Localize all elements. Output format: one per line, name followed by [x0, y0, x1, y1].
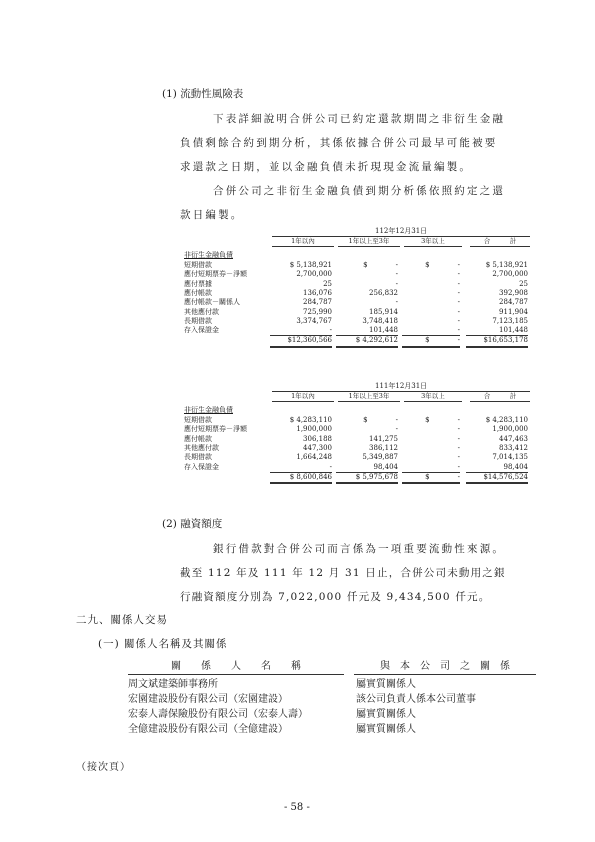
- total-cell: $14,576,524: [466, 473, 528, 484]
- total-cell: $ 5,975,678: [336, 473, 398, 484]
- related-party-name-header: 關 係 人 名 稱: [128, 657, 344, 675]
- col-header: 1年以上至3年: [338, 237, 400, 247]
- table-cell: -: [395, 298, 398, 307]
- table-cell: 136,076: [303, 288, 332, 297]
- col-header: 1年以內: [272, 392, 334, 402]
- col-header: 1年以內: [272, 237, 334, 247]
- table-cell: 7,123,185: [492, 316, 528, 325]
- col-header: 合 計: [470, 237, 530, 247]
- row-label: 應付帳款: [184, 434, 212, 443]
- table-cell: 392,908: [499, 288, 528, 297]
- row-label: 應付帳款－關係人: [184, 298, 240, 307]
- table-cell: $ -: [363, 416, 398, 424]
- row-label: 存入保證金: [184, 326, 219, 335]
- row-label: 短期借款: [184, 416, 212, 424]
- table-cell: 2,700,000: [492, 270, 528, 279]
- col-header: 3年以上: [404, 237, 462, 247]
- table-cell: 284,787: [499, 298, 528, 307]
- table-cell: 911,904: [499, 307, 528, 316]
- total-cell: $ -: [402, 336, 460, 347]
- row-label: 應付帳款: [184, 288, 212, 297]
- table-cell: -: [270, 326, 332, 336]
- row-label: 其他應付款: [184, 307, 219, 316]
- table-cell: -: [457, 316, 460, 325]
- table-cell: 306,188: [303, 434, 332, 443]
- table-cell: -: [457, 288, 460, 297]
- total-cell: $16,653,178: [466, 336, 528, 347]
- row-label: 存入保證金: [184, 462, 219, 471]
- table-cell: -: [395, 425, 398, 434]
- table-cell: 7,014,135: [492, 453, 528, 462]
- paragraph-line: 款日編製。: [180, 209, 244, 221]
- table-cell: 5,349,887: [362, 453, 398, 462]
- table-cell: 256,832: [369, 288, 398, 297]
- row-label: 長期借款: [184, 453, 212, 462]
- col-header: 合 計: [470, 392, 530, 402]
- related-party-name: 周文斌建築師事務所: [128, 679, 218, 690]
- table-cell: 101,448: [336, 326, 398, 336]
- relationship-header: 與 本 公 司 之 關 係: [354, 657, 536, 675]
- table-date: 111年12月31日: [375, 382, 428, 390]
- row-label: 其他應付款: [184, 443, 219, 452]
- table-cell: 25: [519, 279, 528, 288]
- table-cell: -: [457, 270, 460, 279]
- table-cell: 284,787: [303, 298, 332, 307]
- row-label: 應付短期票券－淨額: [184, 425, 247, 434]
- table-cell: -: [457, 279, 460, 288]
- table-cell: $ 4,283,110: [485, 416, 528, 424]
- table-cell: 98,404: [336, 463, 398, 473]
- paragraph-line: 銀行借款對合併公司而言係為一項重要流動性來源。: [213, 543, 506, 555]
- total-cell: $ -: [402, 473, 460, 484]
- subsection-heading: (一) 關係人名稱及其關係: [98, 638, 228, 650]
- table-cell: $ 4,283,110: [289, 416, 332, 424]
- relationship: 屬實質關係人: [356, 679, 416, 690]
- related-party-name: 宏園建設股份有限公司（宏園建設）: [128, 694, 288, 705]
- table-cell: 2,700,000: [296, 270, 332, 279]
- table-cell: 3,374,767: [296, 316, 332, 325]
- total-cell: $12,360,566: [270, 336, 332, 347]
- col-header: 1年以上至3年: [338, 392, 400, 402]
- col-header: 3年以上: [404, 392, 462, 402]
- paragraph-line: 行融資額度分別為 7,022,000 仟元及 9,434,500 仟元。: [180, 591, 491, 603]
- table-cell: 185,914: [369, 307, 398, 316]
- paragraph-line: 下表詳細說明合併公司已約定還款期間之非衍生金融: [213, 113, 506, 125]
- table-cell: 725,990: [303, 307, 332, 316]
- paragraph-line: 截至 112 年及 111 年 12 月 31 日止，合併公司未動用之銀: [180, 567, 506, 579]
- page-number: - 58 -: [284, 802, 310, 813]
- table-cell: 98,404: [466, 463, 528, 473]
- table-cell: -: [402, 463, 460, 473]
- table-cell: -: [402, 326, 460, 336]
- table-cell: $ -: [425, 261, 460, 269]
- section-label: 非衍生金融負債: [184, 406, 233, 414]
- table-cell: -: [457, 434, 460, 443]
- table-cell: -: [395, 279, 398, 288]
- section-heading-related-parties: 二九、關係人交易: [76, 614, 168, 626]
- section-heading-credit-line: (2) 融資額度: [162, 518, 223, 530]
- row-label: 應付短期票券－淨額: [184, 270, 247, 279]
- table-cell: 25: [323, 279, 332, 288]
- continued-note: （接次頁）: [76, 762, 131, 773]
- table-cell: -: [457, 453, 460, 462]
- relationship: 屬實質關係人: [356, 724, 416, 735]
- row-label: 長期借款: [184, 316, 212, 325]
- table-cell: 1,900,000: [492, 425, 528, 434]
- row-label: 短期借款: [184, 261, 212, 269]
- paragraph-line: 合併公司之非衍生金融負債到期分析係依照約定之還: [213, 185, 506, 197]
- table-cell: 447,463: [499, 434, 528, 443]
- table-cell: 141,275: [369, 434, 398, 443]
- table-cell: 386,112: [369, 443, 398, 452]
- table-cell: 833,412: [499, 443, 528, 452]
- table-cell: 1,900,000: [296, 425, 332, 434]
- table-cell: -: [457, 298, 460, 307]
- table-cell: $ -: [425, 416, 460, 424]
- related-party-name: 宏泰人壽保險股份有限公司（宏泰人壽）: [128, 709, 308, 720]
- table-cell: $ 5,138,921: [485, 261, 528, 269]
- row-label: 應付票據: [184, 279, 212, 288]
- total-cell: $ 8,600,846: [270, 473, 332, 484]
- section-heading-liquidity: (1) 流動性風險表: [162, 88, 244, 100]
- table-cell: 101,448: [466, 326, 528, 336]
- relationship: 該公司負責人係本公司董事: [356, 694, 476, 705]
- total-cell: $ 4,292,612: [336, 336, 398, 347]
- table-cell: 447,300: [303, 443, 332, 452]
- table-cell: -: [457, 425, 460, 434]
- paragraph-line: 求還款之日期，並以金融負債未折現現金流量編製。: [180, 161, 473, 173]
- table-cell: -: [395, 270, 398, 279]
- table-cell: 1,664,248: [296, 453, 332, 462]
- table-date: 112年12月31日: [375, 227, 428, 235]
- table-cell: -: [270, 463, 332, 473]
- paragraph-line: 負債剩餘合約到期分析，其係依據合併公司最早可能被要: [180, 137, 498, 149]
- section-label: 非衍生金融負債: [184, 251, 233, 259]
- related-party-name: 全億建設股份有限公司（全億建設）: [128, 724, 288, 735]
- table-cell: $ 5,138,921: [289, 261, 332, 269]
- relationship: 屬實質關係人: [356, 709, 416, 720]
- table-cell: 3,748,418: [362, 316, 398, 325]
- table-cell: -: [457, 307, 460, 316]
- table-cell: $ -: [363, 261, 398, 269]
- table-cell: -: [457, 443, 460, 452]
